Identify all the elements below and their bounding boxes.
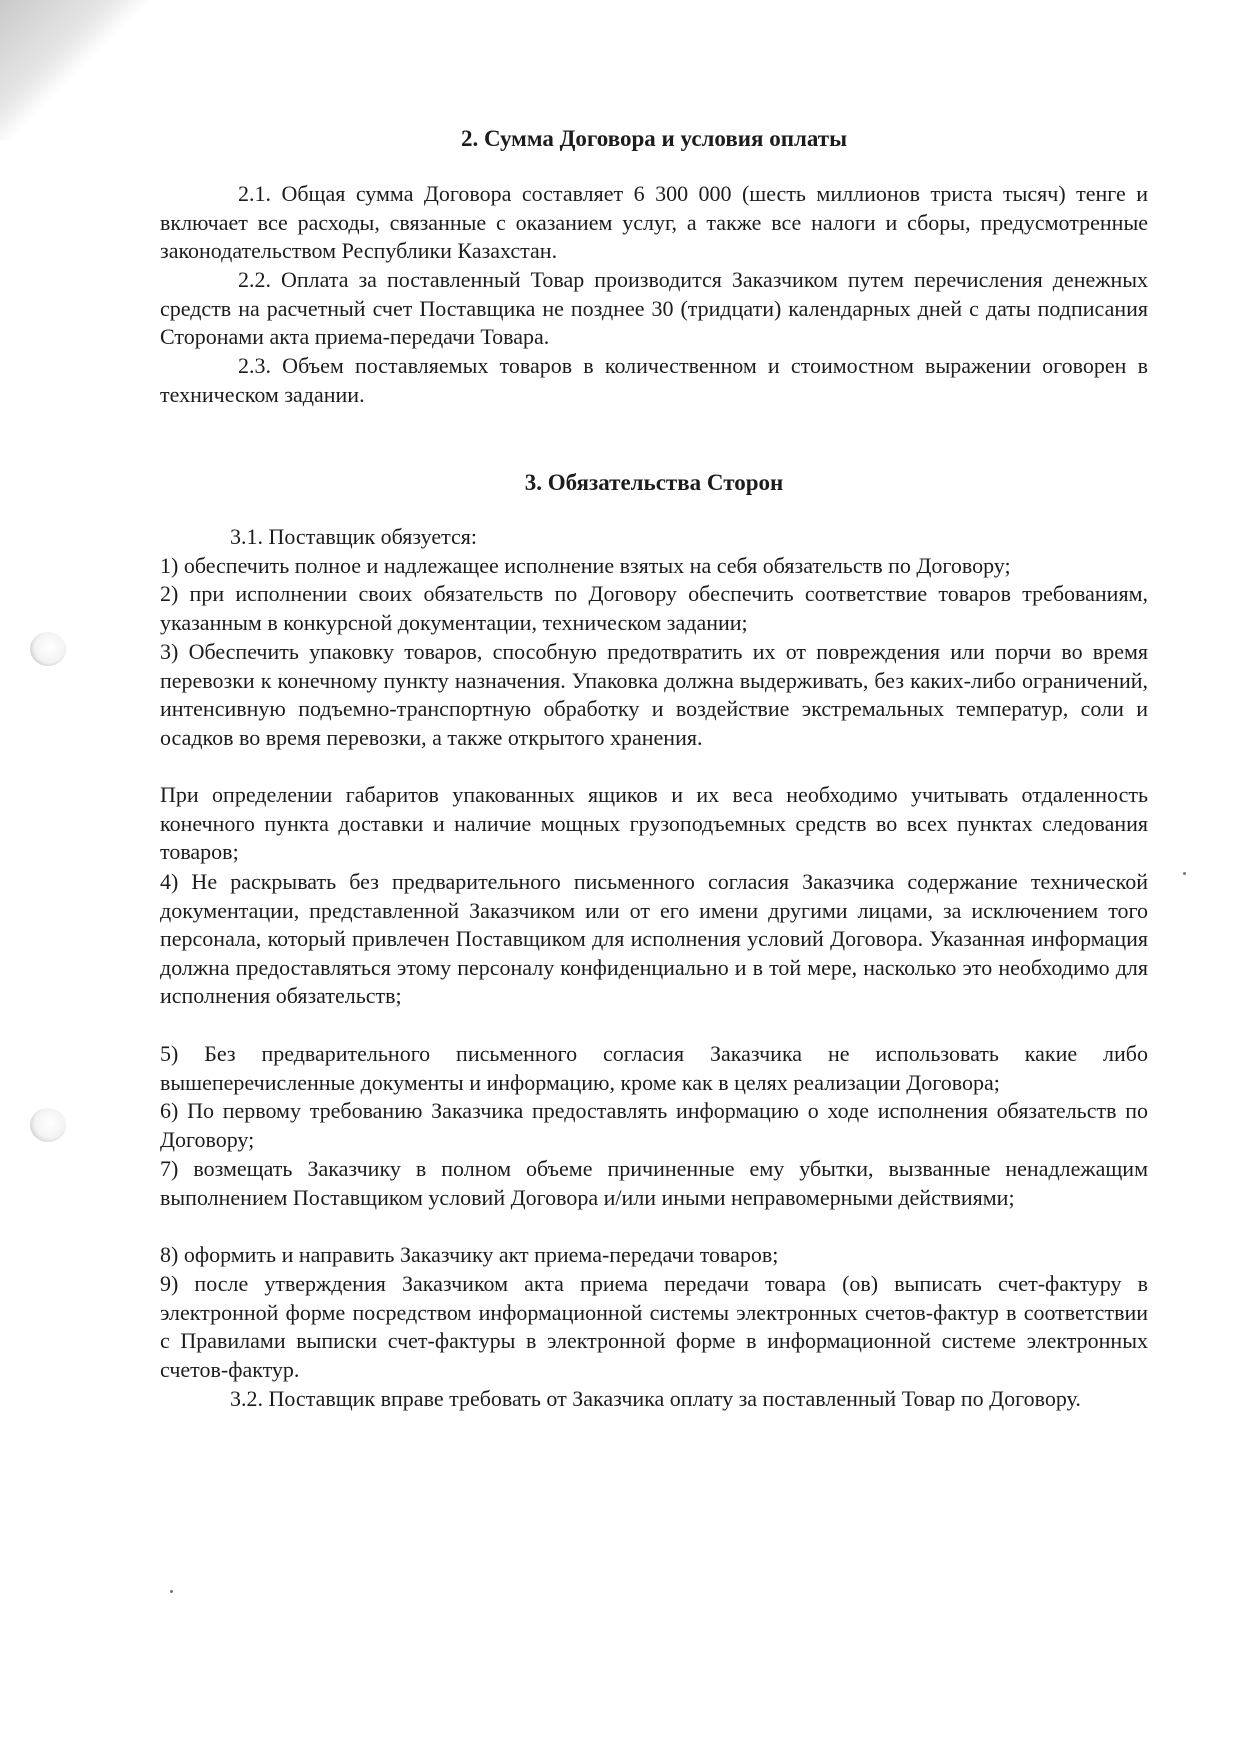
obligation-item-4: 4) Не раскрывать без предварительного письменного согласия Заказчика содержание технической документации, представленной Заказчиком или от его имени другими лицами, за исключением того персонала, который привлечен Поставщиком для исполнения условий Договора. Указанная информация должна предоставляться этому персоналу конфиденциально и в той мере, насколько это необходимо для исполнения обязательств; — [160, 869, 1148, 1008]
punch-hole-bottom — [30, 1108, 66, 1142]
obligation-item-9: 9) после утверждения Заказчиком акта приема передачи товара (ов) выписать счет-фактуру в электронной форме посредством информационной системы электронных счетов-фактур в соответствии с Правилами выписки счет-фактуры в электронной форме в информационной системе электронных счетов-фактур. — [160, 1271, 1148, 1382]
obligation-item-5: 5) Без предварительного письменного согласия Заказчика не использовать какие либо вышеперечисленные документы и информацию, кроме как в целях реализации Договора; — [160, 1041, 1148, 1095]
clause-2-3: 2.3. Объем поставляемых товаров в количественном и стоимостном выражении оговорен в техническом задании. — [160, 353, 1148, 407]
scan-speck — [170, 1590, 173, 1593]
obligation-item-6: 6) По первому требованию Заказчика предоставлять информацию о ходе исполнения обязательств по Договору; — [160, 1098, 1148, 1152]
obligation-item-2: 2) при исполнении своих обязательств по Договору обеспечить соответствие товаров требованиям, указанным в конкурсной документации, техническом задании; — [160, 581, 1148, 635]
obligation-item-8: 8) оформить и направить Заказчику акт приема-передачи товаров; — [160, 1242, 779, 1267]
scan-speck — [1183, 872, 1186, 875]
section-2-title: 2. Сумма Договора и условия оплаты — [460, 126, 848, 151]
obligation-item-3: 3) Обеспечить упаковку товаров, способную предотвратить их от повреждения или порчи во время перевозки к конечному пункту назначения. Упаковка должна выдерживать, без каких-либо ограничений, интенсивную подъемно-транспортную обработку и воздействие экстремальных температур, соли и осадков во время перевозки, а также открытого хранения. — [160, 639, 1148, 750]
clause-3-1-intro: 3.1. Поставщик обязуется: — [230, 524, 477, 549]
obligation-item-3-continued: При определении габаритов упакованных ящиков и их веса необходимо учитывать отдаленность конечного пункта доставки и наличие мощных грузоподъемных средств во всех пунктах следования товаров; — [160, 782, 1148, 864]
clause-2-2: 2.2. Оплата за поставленный Товар производится Заказчиком путем перечисления денежных средств на расчетный счет Поставщика не позднее 30 (тридцати) календарных дней с даты подписания Сторонами акта приема-передачи Товара. — [160, 267, 1148, 349]
obligation-item-7: 7) возмещать Заказчику в полном объеме причиненные ему убытки, вызванные ненадлежащим выполнением Поставщиком условий Договора и/или иными неправомерными действиями; — [160, 1156, 1148, 1210]
clause-2-1: 2.1. Общая сумма Договора составляет 6 300 000 (шесть миллионов триста тысяч) тенге и включает все расходы, связанные с оказанием услуг, а также все налоги и сборы, предусмотренные законодательством Республики Казахстан. — [160, 181, 1148, 263]
scan-corner-fold — [0, 0, 150, 140]
obligation-item-1: 1) обеспечить полное и надлежащее исполнение взятых на себя обязательств по Договору; — [160, 553, 1011, 578]
section-3-title: 3. Обязательства Сторон — [524, 470, 784, 495]
clause-3-2: 3.2. Поставщик вправе требовать от Заказчика оплату за поставленный Товар по Договору. — [230, 1386, 1081, 1411]
punch-hole-top — [30, 632, 66, 666]
